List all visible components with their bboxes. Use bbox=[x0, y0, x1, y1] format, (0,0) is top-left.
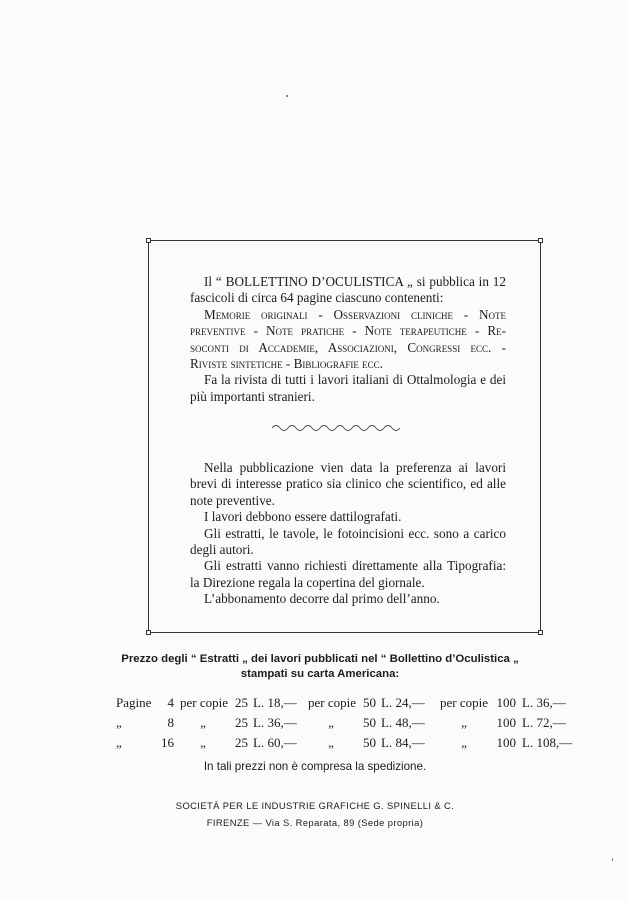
price-cell-p3: „ bbox=[461, 735, 467, 750]
price-cell-c1: 25 bbox=[235, 695, 248, 710]
price-cell-l2: L. 24,— bbox=[381, 695, 425, 710]
box-corner-ornament bbox=[146, 238, 151, 243]
price-cell-l2: L. 84,— bbox=[381, 735, 425, 750]
price-cell-c2: 50 bbox=[363, 735, 376, 750]
price-cell-l3: L. 36,— bbox=[522, 695, 566, 710]
review-paragraph: Fa la rivista di tutti i lavori italiani di Ottalmologia e dei più importanti stranieri. bbox=[190, 372, 506, 404]
price-cell-l1: L. 60,— bbox=[253, 735, 297, 750]
offprint-heading-line: Prezzo degli “ Estratti „ dei lavori pubblicati nel “ Bollettino d’Oculistica „ bbox=[121, 653, 519, 665]
ink-speck bbox=[286, 95, 288, 97]
price-cell-c1: 25 bbox=[235, 735, 248, 750]
price-cell-p2: per copie bbox=[308, 695, 357, 710]
price-cell-c3: 100 bbox=[496, 715, 516, 730]
offprint-heading-line: stampati su carta Americana: bbox=[240, 668, 400, 680]
price-cell-l1: L. 18,— bbox=[253, 695, 297, 710]
price-table bbox=[0, 694, 628, 754]
price-row bbox=[0, 714, 628, 732]
sections-line: Memorie originali - Osservazioni cliniche - Note bbox=[204, 306, 506, 322]
typed-paragraph: I lavori debbono essere dattilografati. bbox=[204, 509, 402, 525]
offprint-heading bbox=[110, 652, 530, 682]
price-cell-c2: 50 bbox=[363, 695, 376, 710]
box-corner-ornament bbox=[538, 630, 543, 635]
wave-ornament bbox=[270, 423, 400, 433]
sections-line: soconti di Accademie, Associazioni, Congressi ecc. - bbox=[190, 339, 506, 355]
printer-imprint bbox=[110, 800, 520, 828]
price-cell-p1: „ bbox=[200, 715, 206, 730]
price-cell-pages: 8 bbox=[167, 715, 174, 730]
price-cell-l1: L. 36,— bbox=[253, 715, 297, 730]
price-cell-p1: per copie bbox=[180, 695, 229, 710]
editorial-text-block bbox=[190, 460, 506, 608]
price-cell-pages: 16 bbox=[161, 735, 174, 750]
price-cell-c3: 100 bbox=[496, 735, 516, 750]
price-row bbox=[0, 734, 628, 752]
price-cell-p1: „ bbox=[200, 735, 206, 750]
printer-address: FIRENZE — Via S. Reparata, 89 (Sede propria) bbox=[206, 817, 424, 828]
request-paragraph: Gli estratti vanno richiesti direttamente alla Tipografia: la Direzione regala la copertina del giornale. bbox=[190, 558, 506, 590]
ink-speck bbox=[612, 858, 613, 861]
costs-paragraph: Gli estratti, le tavole, le fotoincisioni ecc. sono a carico degli autori. bbox=[190, 525, 506, 558]
price-cell-c1: 25 bbox=[235, 715, 248, 730]
price-cell-label: Pagine bbox=[116, 695, 152, 710]
sections-line: Riviste sintetiche - Bibliografie ecc. bbox=[190, 356, 383, 372]
price-cell-l3: L. 72,— bbox=[522, 715, 566, 730]
price-cell-c2: 50 bbox=[363, 715, 376, 730]
price-cell-p2: „ bbox=[328, 735, 334, 750]
notice-text-block bbox=[190, 274, 506, 405]
box-corner-ornament bbox=[538, 238, 543, 243]
price-cell-p2: „ bbox=[328, 715, 334, 730]
box-right-rule bbox=[540, 240, 541, 633]
box-bottom-rule bbox=[148, 632, 541, 633]
subscription-paragraph: L’abbonamento decorre dal primo dell’anno. bbox=[204, 591, 440, 607]
price-cell-p3: „ bbox=[461, 715, 467, 730]
price-cell-label: „ bbox=[116, 735, 122, 750]
price-row bbox=[0, 694, 628, 712]
box-left-rule bbox=[148, 240, 149, 633]
sections-line: preventive - Note pratiche - Note terapeutiche - Re- bbox=[190, 323, 506, 339]
price-cell-l2: L. 48,— bbox=[381, 715, 425, 730]
price-cell-p3: per copie bbox=[439, 695, 488, 710]
price-cell-l3: L. 108,— bbox=[522, 735, 573, 750]
box-top-rule bbox=[148, 240, 541, 241]
shipping-note: In tali prezzi non è compresa la spedizione. bbox=[203, 760, 427, 773]
box-corner-ornament bbox=[146, 630, 151, 635]
printer-name: SOCIETÀ PER LE INDUSTRIE GRAFICHE G. SPINELLI & C. bbox=[175, 800, 455, 811]
price-cell-c3: 100 bbox=[496, 695, 516, 710]
preference-paragraph: Nella pubblicazione vien data la preferenza ai lavori brevi di interesse pratico sia clinico che scientifico, ed alle note preventive. bbox=[190, 460, 506, 508]
price-cell-label: „ bbox=[116, 715, 122, 730]
price-cell-pages: 4 bbox=[167, 695, 174, 710]
intro-paragraph: Il “ BOLLETTINO D’OCULISTICA „ si pubblica in 12 fascicoli di circa 64 pagine ciascuno contenenti: bbox=[190, 274, 506, 306]
